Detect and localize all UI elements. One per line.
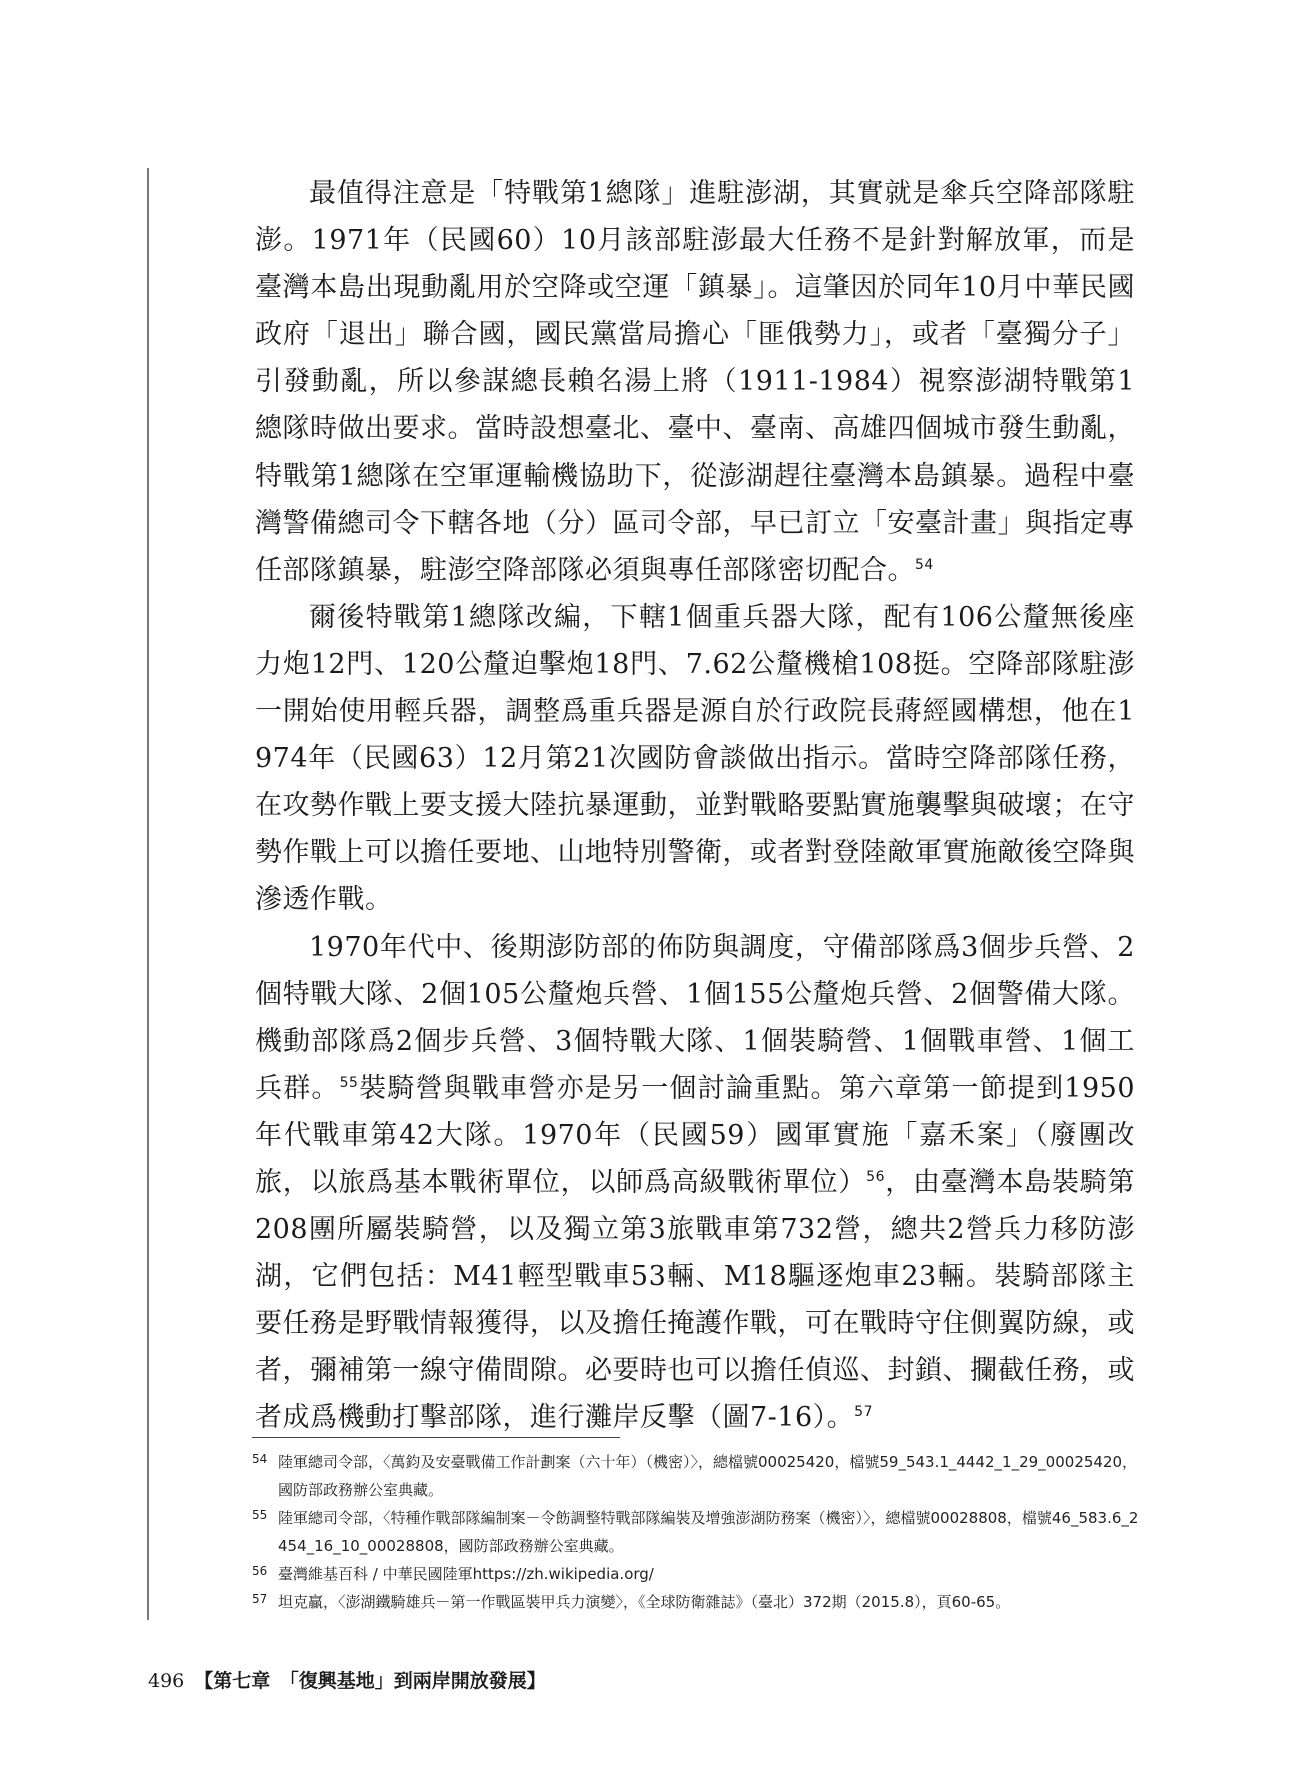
running-chapter-title: 【第七章 「復興基地」到兩岸開放發展】 [194, 1670, 546, 1692]
footnote-54 [252, 1448, 1142, 1504]
footnote-text: 陸軍總司令部，〈萬鈞及安臺戰備工作計劃案（六十年）（機密）〉，總檔號00025420，檔號59_543.1_4442_1_29_00025420，國防部政務辦公室典藏。 [278, 1453, 1138, 1499]
footnote-text: 陸軍總司令部，〈特種作戰部隊編制案－令飭調整特戰部隊編裝及增強澎湖防務案（機密）〉，總檔號00028808，檔號46_583.6_2454_16_10_00028808，國防部政務辦公室典藏。 [278, 1509, 1139, 1555]
paragraph-2-text: 爾後特戰第1總隊改編，下轄1個重兵器大隊，配有106公釐無後座力炮12門、120公釐迫擊炮18門、7.62公釐機槍108挺。空降部隊駐澎一開始使用輕兵器，調整爲重兵器是源自於行政院長蔣經國構想，他在1974年（民國63）12月第21次國防會談做出指示。當時空降部隊任務，在攻勢作戰上要支援大陸抗暴運動，並對戰略要點實施襲擊與破壞；在守勢作戰上可以擔任要地、山地特別警衛，或者對登陸敵軍實施敵後空降與滲透作戰。 [255, 601, 1135, 916]
footnote-ref-54[interactable]: 54 [915, 556, 934, 573]
footnote-number: 57 [252, 1592, 268, 1606]
paragraph-3-text-c: ，由臺灣本島裝騎第208團所屬裝騎營，以及獨立第3旅戰車第732營，總共2營兵力移防澎湖，它們包括：M41輕型戰車53輛、M18驅逐炮車23輛。裝騎部隊主要任務是野戰情報獲得，以及擔任掩護作戰，可在戰時守住側翼防線，或者，彌補第一線守備間隙。必要時也可以擔任偵巡、封鎖、攔截任務，或者成爲機動打擊部隊，進行灘岸反擊（圖7-16）。 [255, 1166, 1136, 1434]
footnote-55 [252, 1504, 1142, 1560]
footnote-ref-56[interactable]: 56 [866, 1168, 885, 1185]
footnote-ref-55[interactable]: 55 [339, 1074, 359, 1091]
footnote-text: 臺灣維基百科 / 中華民國陸軍https://zh.wikipedia.org/ [278, 1565, 654, 1583]
page-number: 496 [148, 1670, 185, 1692]
footnote-number: 54 [252, 1452, 268, 1466]
body-text [255, 170, 1135, 1442]
paragraph-1 [255, 170, 1135, 594]
footnote-divider [252, 1437, 620, 1438]
footnote-57 [252, 1588, 1142, 1616]
paragraph-3-text-a: 1970年代中、後期澎防部的佈防與調度，守備部隊爲3個步兵營、2個特戰大隊、2個105公釐炮兵營、1個155公釐炮兵營、2個警備大隊。機動部隊爲2個步兵營、3個特戰大隊、1個裝騎營、1個戰車營、1個工兵群。 [255, 931, 1135, 1104]
paragraph-2 [255, 594, 1135, 924]
page-footer [148, 1666, 546, 1693]
footnotes [252, 1448, 1142, 1616]
paragraph-1-text: 最值得注意是「特戰第1總隊」進駐澎湖，其實就是傘兵空降部隊駐澎。1971年（民國60）10月該部駐澎最大任務不是針對解放軍，而是臺灣本島出現動亂用於空降或空運「鎮暴」。這肇因於同年10月中華民國政府「退出」聯合國，國民黨當局擔心「匪俄勢力」，或者「臺獨分子」引發動亂，所以參謀總長賴名湯上將（1911-1984）視察澎湖特戰第1總隊時做出要求。當時設想臺北、臺中、臺南、高雄四個城市發生動亂，特戰第1總隊在空軍運輸機協助下，從澎湖趕往臺灣本島鎮暴。過程中臺灣警備總司令下轄各地（分）區司令部，早已訂立「安臺計畫」與指定專任部隊鎮暴，駐澎空降部隊必須與專任部隊密切配合。 [255, 178, 1135, 586]
footnote-ref-57[interactable]: 57 [854, 1404, 873, 1421]
paragraph-3-text-b: 裝騎營與戰車營亦是另一個討論重點。第六章第一節提到1950年代戰車第42大隊。1970年（民國59）國軍實施「嘉禾案」（廢團改旅，以旅爲基本戰術單位，以師爲高級戰術單位） [255, 1072, 1136, 1198]
margin-rule [147, 168, 149, 1620]
footnote-number: 56 [252, 1564, 268, 1578]
paragraph-3 [255, 924, 1135, 1442]
footnote-number: 55 [252, 1508, 268, 1522]
footnote-56 [252, 1560, 1142, 1588]
footnote-text: 坦克贏，〈澎湖鐵騎雄兵－第一作戰區裝甲兵力演變〉，《全球防衛雜誌》（臺北）372期（2015.8），頁60-65。 [278, 1593, 1011, 1611]
